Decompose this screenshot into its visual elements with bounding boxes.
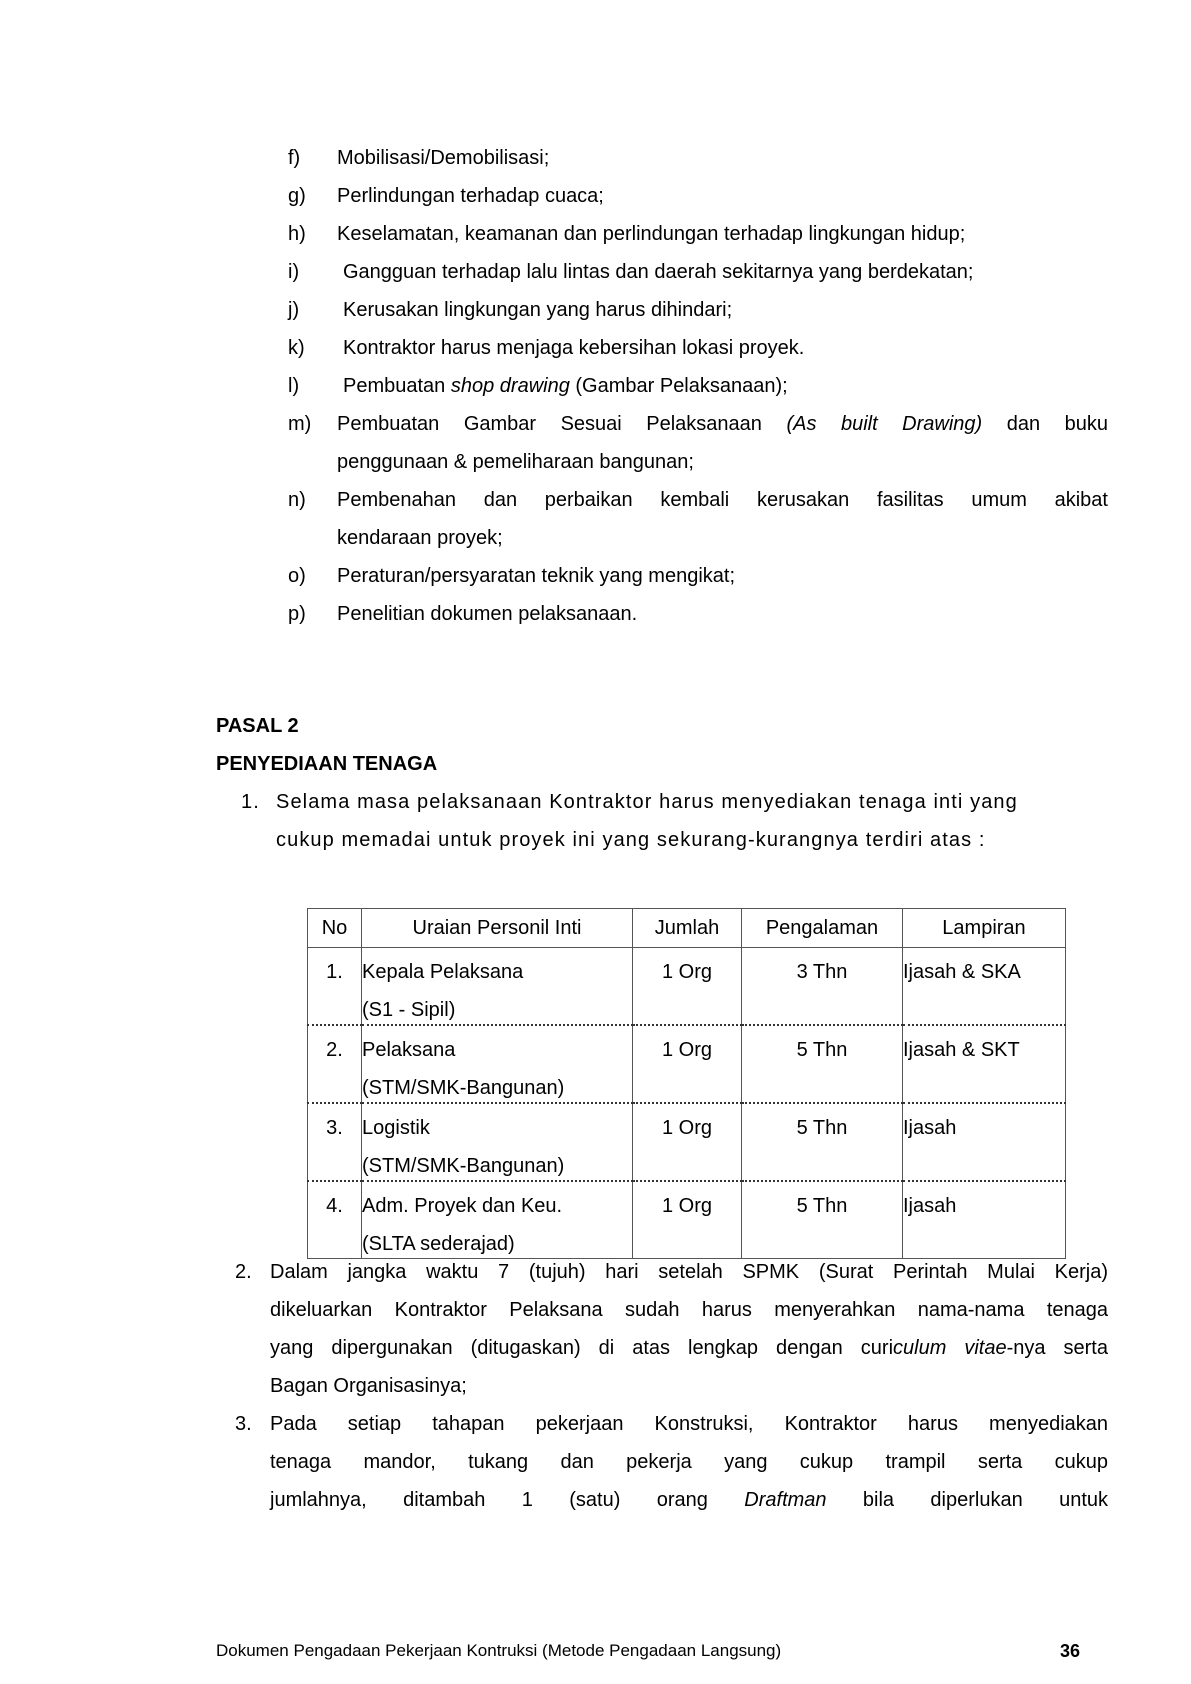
list-label: g) <box>288 185 306 207</box>
numbered-item-text-continued: Bagan Organisasinya; <box>270 1375 467 1397</box>
cell-jumlah: 1 Org <box>661 1039 713 1061</box>
text-segment: Pembuatan <box>343 375 451 397</box>
numbered-item-text-continued: tenaga mandor, tukang dan pekerja yang cukup trampil serta cukup <box>270 1451 1108 1473</box>
personnel-qualification: (STM/SMK-Bangunan) <box>362 1155 565 1177</box>
numbered-item-text: Pada setiap tahapan pekerjaan Konstruksi, Kontraktor harus menyediakan <box>270 1413 1108 1435</box>
list-item-text: Pembenahan dan perbaikan kembali kerusakan fasilitas umum akibat <box>337 489 1108 511</box>
list-label: f) <box>288 147 301 169</box>
cell-uraian <box>362 1182 632 1258</box>
list-label: m) <box>288 413 312 435</box>
list-item-text: Mobilisasi/Demobilisasi; <box>337 147 550 169</box>
text-segment: jumlahnya, ditambah 1 (satu) orang <box>270 1489 745 1511</box>
list-item-text: Gangguan terhadap lalu lintas dan daerah sekitarnya yang berdekatan; <box>343 261 974 283</box>
column-header-jumlah: Jumlah <box>633 909 742 948</box>
cell-no: 1. <box>326 961 343 983</box>
list-item-text: Penelitian dokumen pelaksanaan. <box>337 603 638 625</box>
cell-no: 2. <box>326 1039 343 1061</box>
column-header-lampiran: Lampiran <box>903 909 1066 948</box>
cell-pengalaman: 5 Thn <box>796 1039 848 1061</box>
italic-term: Draftman <box>744 1489 827 1511</box>
list-item-text-continued: kendaraan proyek; <box>337 527 503 549</box>
text-segment: bila diperlukan untuk <box>826 1489 1108 1511</box>
numbered-item-text: Dalam jangka waktu 7 (tujuh) hari setelah SPMK (Surat Perintah Mulai Kerja) <box>270 1261 1108 1283</box>
cell-uraian <box>362 1026 632 1102</box>
text-segment: dan buku <box>982 413 1108 435</box>
numbered-item-text-continued <box>270 1488 1108 1512</box>
list-item-text: Kerusakan lingkungan yang harus dihindari; <box>343 299 733 321</box>
column-header-no: No <box>308 909 362 948</box>
cell-lampiran: Ijasah & SKT <box>903 1039 1020 1061</box>
numbered-item-text-continued: dikeluarkan Kontraktor Pelaksana sudah harus menyerahkan nama-nama tenaga <box>270 1299 1108 1321</box>
cell-no: 4. <box>326 1195 343 1217</box>
cell-jumlah: 1 Org <box>661 1117 713 1139</box>
list-item-text <box>337 412 1108 436</box>
cell-lampiran: Ijasah <box>903 1117 957 1139</box>
article-heading: PASAL 2 <box>216 715 299 737</box>
list-label: h) <box>288 223 306 245</box>
column-header-pengalaman: Pengalaman <box>742 909 903 948</box>
list-item-text: Peraturan/persyaratan teknik yang mengikat; <box>337 565 735 587</box>
table-row <box>308 948 1066 1026</box>
cell-pengalaman: 5 Thn <box>796 1117 848 1139</box>
list-item-text: Perlindungan terhadap cuaca; <box>337 185 604 207</box>
list-item-text-continued: penggunaan & pemeliharaan bangunan; <box>337 451 694 473</box>
list-label: j) <box>288 299 300 321</box>
table-row <box>308 1025 1066 1103</box>
numbered-item-text-continued: cukup memadai untuk proyek ini yang sekurang-kurangnya terdiri atas : <box>276 829 986 851</box>
cell-jumlah: 1 Org <box>661 961 713 983</box>
personnel-qualification: (SLTA sederajad) <box>362 1233 515 1255</box>
section-title: PENYEDIAAN TENAGA <box>216 753 438 775</box>
cell-pengalaman: 5 Thn <box>796 1195 848 1217</box>
numbered-label: 1. <box>241 791 260 813</box>
personnel-qualification: (STM/SMK-Bangunan) <box>362 1077 565 1099</box>
table-row <box>308 1181 1066 1259</box>
footer-document-title: Dokumen Pengadaan Pekerjaan Kontruksi (Metode Pengadaan Langsung) <box>216 1641 782 1660</box>
list-item-text: Keselamatan, keamanan dan perlindungan terhadap lingkungan hidup; <box>337 223 966 245</box>
table-row <box>308 1103 1066 1181</box>
list-label: i) <box>288 261 300 283</box>
italic-term: shop drawing <box>450 375 570 397</box>
list-label: p) <box>288 603 306 625</box>
cell-lampiran: Ijasah <box>903 1195 957 1217</box>
italic-term: culum vitae <box>893 1337 1007 1359</box>
cell-uraian <box>362 1104 632 1180</box>
text-segment: Pembuatan Gambar Sesuai Pelaksanaan <box>337 413 787 435</box>
personnel-table <box>307 908 1066 1259</box>
numbered-item-text-continued <box>270 1336 1108 1360</box>
numbered-label: 2. <box>235 1261 252 1283</box>
list-label: l) <box>288 375 300 397</box>
numbered-label: 3. <box>235 1413 252 1435</box>
cell-no: 3. <box>326 1117 343 1139</box>
personnel-qualification: (S1 - Sipil) <box>362 999 456 1021</box>
column-header-uraian: Uraian Personil Inti <box>362 909 633 948</box>
italic-term: (As built Drawing) <box>786 413 983 435</box>
list-item-text <box>343 374 788 398</box>
list-label: o) <box>288 565 306 587</box>
cell-pengalaman: 3 Thn <box>796 961 848 983</box>
list-label: k) <box>288 337 305 359</box>
cell-lampiran: Ijasah & SKA <box>903 961 1021 983</box>
text-segment: (Gambar Pelaksanaan); <box>569 375 788 397</box>
text-segment: -nya serta <box>1006 1337 1108 1359</box>
page-number: 36 <box>1060 1641 1081 1661</box>
numbered-item-text: Selama masa pelaksanaan Kontraktor harus menyediakan tenaga inti yang <box>276 791 1018 813</box>
list-item-text: Kontraktor harus menjaga kebersihan lokasi proyek. <box>343 337 805 359</box>
personnel-role: Pelaksana <box>362 1039 456 1061</box>
table-header-row <box>308 909 1066 948</box>
text-segment: yang dipergunakan (ditugaskan) di atas lengkap dengan curi <box>270 1337 894 1359</box>
personnel-role: Kepala Pelaksana <box>362 961 524 983</box>
cell-jumlah: 1 Org <box>661 1195 713 1217</box>
list-label: n) <box>288 489 306 511</box>
personnel-role: Adm. Proyek dan Keu. <box>362 1195 563 1217</box>
personnel-role: Logistik <box>362 1117 430 1139</box>
cell-uraian <box>362 948 632 1024</box>
